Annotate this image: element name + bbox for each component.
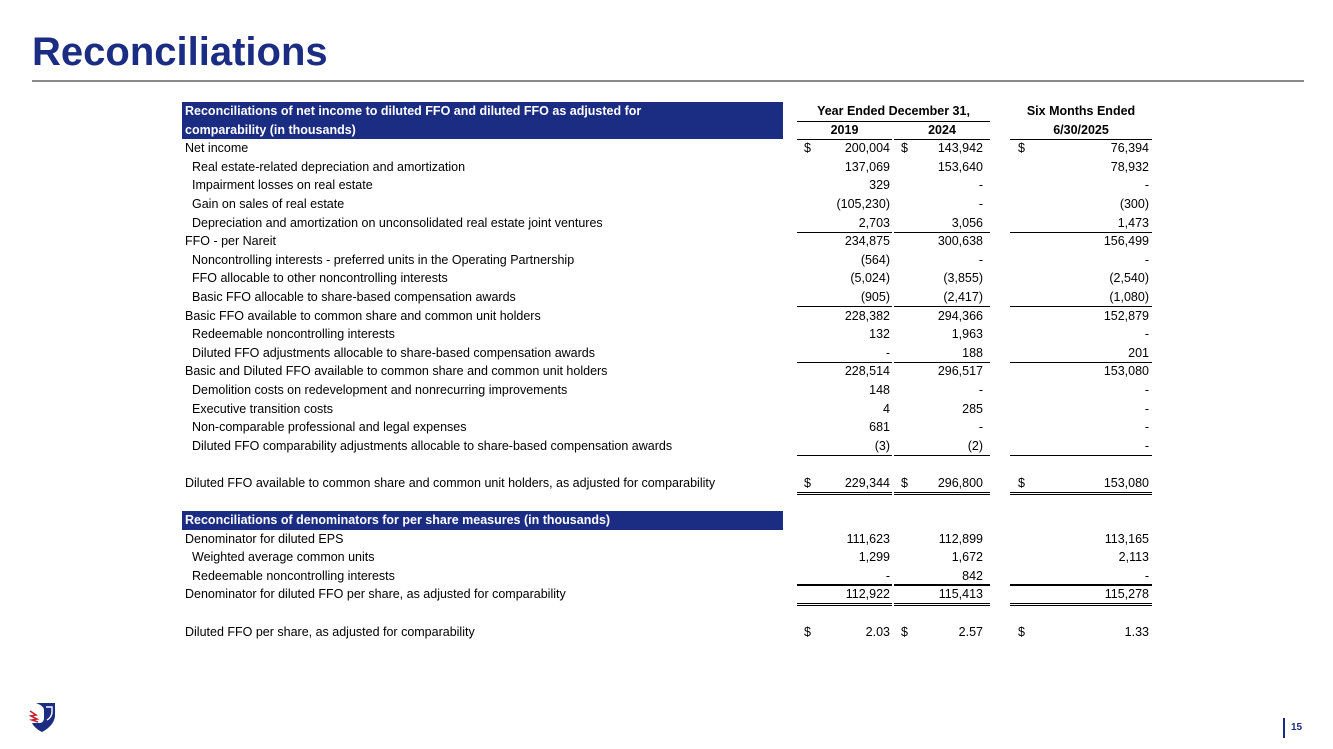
table-row	[182, 548, 1162, 567]
value-col-1: 137,069	[844, 159, 890, 174]
table-row	[182, 400, 1162, 419]
table-row	[182, 251, 1162, 270]
value-col-1: 234,875	[844, 234, 890, 249]
row-label: Real estate-related depreciation and amortization	[192, 159, 466, 174]
value-col-1: 1,299	[858, 550, 890, 565]
value-col-2: 115,413	[938, 587, 983, 602]
table-row	[182, 362, 1162, 381]
row-label: Redeemable noncontrolling interests	[192, 327, 395, 342]
value-col-3: 156,499	[1103, 234, 1149, 249]
col-group-six-months-line1: Six Months Ended	[1026, 104, 1136, 118]
value-col-3: -	[1144, 382, 1149, 397]
row-label: Depreciation and amortization on unconsolidated real estate joint ventures	[192, 215, 603, 230]
table-row	[182, 139, 1162, 158]
table-header-row-2	[182, 121, 1162, 140]
value-col-2: 143,942	[937, 141, 983, 156]
value-col-3: 76,394	[1110, 141, 1149, 156]
value-col-2: 3,056	[951, 215, 983, 230]
value-col-2: 285	[962, 401, 983, 416]
value-col-3: 152,879	[1103, 308, 1149, 323]
value-col-1: 112,922	[845, 587, 890, 602]
value-col-3: 115,278	[1104, 587, 1149, 602]
row-label: FFO allocable to other noncontrolling interests	[192, 271, 448, 286]
value-col-2: 296,517	[937, 364, 983, 379]
table-row	[182, 158, 1162, 177]
table-row	[182, 232, 1162, 251]
value-col-3: (1,080)	[1109, 289, 1149, 304]
value-col-1: (564)	[860, 252, 890, 267]
value-col-2: 153,640	[937, 159, 983, 174]
row-label: Demolition costs on redevelopment and nonrecurring improvements	[192, 382, 568, 397]
table-row	[182, 195, 1162, 214]
currency-symbol: $	[804, 475, 811, 490]
table-row	[182, 344, 1162, 363]
value-col-2: 1,672	[951, 550, 983, 565]
currency-symbol: $	[901, 475, 908, 490]
table-row	[182, 530, 1162, 549]
value-col-2: (2,417)	[943, 289, 983, 304]
value-col-1: (5,024)	[850, 271, 890, 286]
total-label: Diluted FFO available to common share and common unit holders, as adjusted for comparability	[185, 475, 716, 490]
value-col-1: 111,623	[846, 531, 890, 546]
row-label: Non-comparable professional and legal expenses	[192, 420, 467, 435]
value-col-3: -	[1144, 252, 1149, 267]
value-col-2: -	[978, 252, 983, 267]
row-label: Basic FFO available to common share and common unit holders	[185, 308, 541, 323]
per-share-row	[182, 623, 1162, 642]
value-col-2: 1,963	[951, 327, 983, 342]
row-label: Impairment losses on real estate	[192, 178, 373, 193]
page-number: 15	[1283, 718, 1302, 738]
row-label: Diluted FFO adjustments allocable to share-based compensation awards	[192, 345, 595, 360]
per-share-label: Diluted FFO per share, as adjusted for comparability	[185, 624, 475, 639]
col-2024: 2024	[894, 121, 990, 141]
per-share-2019: 2.03	[865, 624, 890, 639]
value-col-2: -	[978, 420, 983, 435]
value-col-3: -	[1144, 438, 1149, 453]
value-col-2: -	[978, 196, 983, 211]
table-row	[182, 288, 1162, 307]
value-col-2: -	[978, 178, 983, 193]
overline	[797, 584, 892, 585]
col-group-year-ended: Year Ended December 31,	[797, 102, 990, 122]
total-value-6m: 153,080	[1103, 475, 1149, 490]
section1-header-line2: comparability (in thousands)	[182, 121, 783, 140]
value-col-2: 294,366	[937, 308, 983, 323]
section2-header: Reconciliations of denominators for per share measures (in thousands)	[182, 511, 783, 530]
value-col-1: 228,514	[844, 364, 890, 379]
total-value-2019: 229,344	[844, 475, 890, 490]
value-col-1: 329	[869, 178, 890, 193]
value-col-1: 132	[869, 327, 890, 342]
currency-symbol: $	[804, 141, 811, 156]
per-share-2024: 2.57	[958, 624, 983, 639]
currency-symbol: $	[1018, 475, 1025, 490]
table-row	[182, 176, 1162, 195]
value-col-3: 113,165	[1104, 531, 1149, 546]
table-row	[182, 381, 1162, 400]
table-row	[182, 269, 1162, 288]
spacer-row	[182, 604, 1162, 623]
section1-header-line1: Reconciliations of net income to diluted FFO and diluted FFO as adjusted for	[182, 102, 783, 121]
value-col-1: 200,004	[844, 141, 890, 156]
value-col-3: (2,540)	[1109, 271, 1149, 286]
value-col-3: -	[1144, 420, 1149, 435]
section1-rows	[182, 139, 1162, 455]
page-title: Reconciliations	[32, 30, 328, 74]
currency-symbol: $	[901, 624, 908, 639]
value-col-3: 201	[1128, 345, 1149, 360]
currency-symbol: $	[901, 141, 908, 156]
value-col-1: 228,382	[844, 308, 890, 323]
value-col-3: -	[1144, 568, 1149, 583]
row-label: Denominator for diluted FFO per share, as adjusted for comparability	[185, 587, 566, 602]
total-row	[182, 474, 1162, 493]
value-col-1: -	[885, 345, 890, 360]
value-col-2: 188	[962, 345, 983, 360]
section2-header-row	[182, 511, 1162, 530]
total-value-2024: 296,800	[937, 475, 983, 490]
row-label: Gain on sales of real estate	[192, 196, 345, 211]
table-row	[182, 437, 1162, 456]
spacer-row	[182, 455, 1162, 474]
value-col-2: 300,638	[937, 234, 983, 249]
table-row	[182, 325, 1162, 344]
overline	[1010, 584, 1152, 585]
table-row	[182, 214, 1162, 233]
overline	[894, 584, 990, 585]
row-label: Redeemable noncontrolling interests	[192, 568, 395, 583]
value-col-1: 148	[869, 382, 890, 397]
col-group-six-months-line2: 6/30/2025	[1010, 121, 1152, 141]
value-col-2: 842	[962, 568, 983, 583]
company-logo-icon	[28, 701, 56, 733]
value-col-2: (3,855)	[943, 271, 983, 286]
title-divider	[32, 80, 1304, 82]
row-label: Net income	[185, 141, 249, 156]
per-share-6m: 1.33	[1124, 624, 1149, 639]
row-label: Executive transition costs	[192, 401, 334, 416]
row-label: Basic FFO allocable to share-based compensation awards	[192, 289, 516, 304]
table-row	[182, 585, 1162, 604]
value-col-1: 2,703	[858, 215, 890, 230]
value-col-1: 681	[869, 420, 890, 435]
table-row	[182, 567, 1162, 586]
value-col-1: (3)	[874, 438, 890, 453]
reconciliation-table	[182, 102, 1162, 641]
value-col-3: 2,113	[1118, 550, 1149, 565]
value-col-3: 153,080	[1103, 364, 1149, 379]
value-col-2: 112,899	[938, 531, 983, 546]
value-col-1: 4	[883, 401, 890, 416]
section2-rows	[182, 530, 1162, 604]
value-col-1: (905)	[860, 289, 890, 304]
row-label: Weighted average common units	[192, 550, 375, 565]
spacer-row	[182, 492, 1162, 511]
row-label: Denominator for diluted EPS	[185, 531, 344, 546]
value-col-3: -	[1144, 178, 1149, 193]
row-label: FFO - per Nareit	[185, 234, 276, 249]
row-label: Noncontrolling interests - preferred units in the Operating Partnership	[192, 252, 575, 267]
currency-symbol: $	[1018, 141, 1025, 156]
value-col-1: (105,230)	[836, 196, 890, 211]
row-label: Basic and Diluted FFO available to common share and common unit holders	[185, 364, 608, 379]
value-col-3: -	[1144, 327, 1149, 342]
currency-symbol: $	[804, 624, 811, 639]
value-col-2: (2)	[967, 438, 983, 453]
table-header-row-1	[182, 102, 1162, 121]
value-col-2: -	[978, 382, 983, 397]
table-row	[182, 418, 1162, 437]
table-row	[182, 307, 1162, 326]
value-col-3: 1,473	[1117, 215, 1149, 230]
value-col-3: (300)	[1119, 196, 1149, 211]
value-col-1: -	[885, 568, 890, 583]
row-label: Diluted FFO comparability adjustments allocable to share-based compensation awards	[192, 438, 673, 453]
currency-symbol: $	[1018, 624, 1025, 639]
col-2019: 2019	[797, 121, 892, 141]
value-col-3: 78,932	[1110, 159, 1149, 174]
value-col-3: -	[1144, 401, 1149, 416]
